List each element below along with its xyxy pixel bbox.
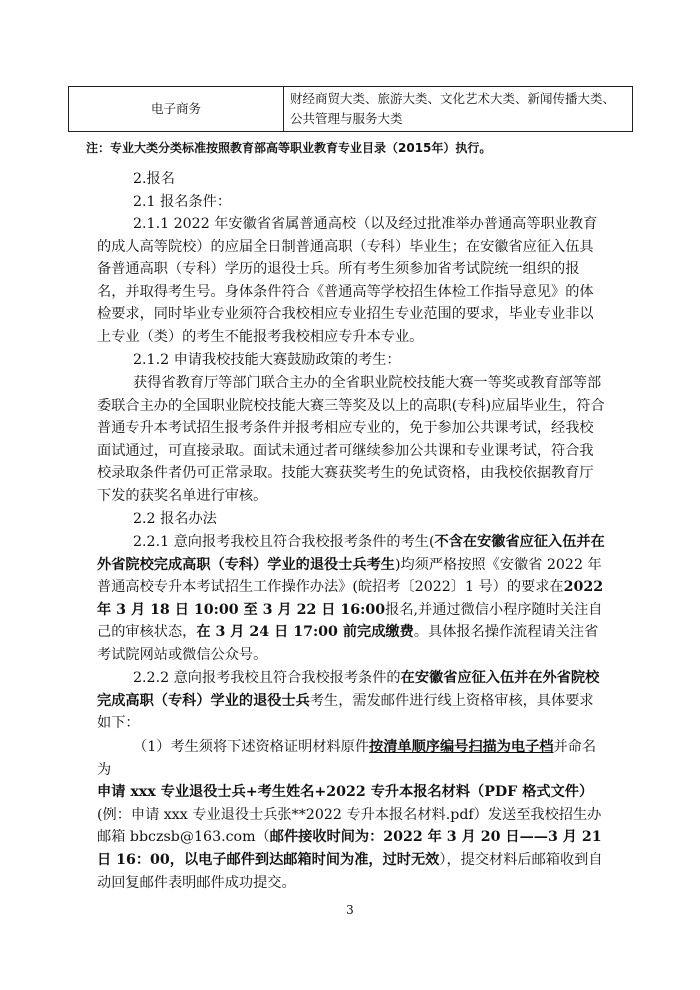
subsection-title: 2.2 报名办法 bbox=[133, 511, 217, 527]
emphasis-text: 不含在安徽省应征入伍并在外省院校完成高职（专科）学业的退役士兵考生 bbox=[97, 534, 605, 573]
major-category-table bbox=[68, 86, 633, 132]
emphasis-text: 在安徽省应征入伍并在外省院校完成高职（专科）学业的退役士兵 bbox=[97, 670, 600, 709]
page-number: 3 bbox=[346, 903, 354, 917]
underlined-text: 按清单顺序编号扫描为电子档 bbox=[369, 739, 554, 755]
paragraph-2-1-2: 获得省教育厅等部门联合主办的全省职业院校技能大赛一等奖或教育部等部委联合主办的全国职业院校技能大赛三等奖及以上的高职(专科)应届毕业生，符合普通专升本考试招生报考条件并报考相应专业的，免于参加公共课考试，经我校面试通过，可直接录取。面试未通过者可继续参加公共课和专业课考试，符合我校录取条件者仍可正常录取。技能大赛获奖考生的免试资格，由我校依据教育厅下发的获奖名单进行审核。 bbox=[97, 375, 605, 504]
subsection-title: 2.1.2 申请我校技能大赛鼓励政策的考生： bbox=[133, 352, 401, 368]
table-row bbox=[69, 87, 633, 132]
list-item-1: （1）考生须将下述资格证明材料原件按清单顺序编号扫描为电子档并命名为申请 xxx 专业退役士兵+考生姓名+2022 专升本报名材料（PDF 格式文件）(例：申请 xxx 专业退役士兵张**2022 专升本报名材料.pdf）发送至我校招生办邮箱 bbczsb@163.com（邮件接收时间为：2022 年 3 月 20 日——3 月 21 日 16：00，以电子邮件到达邮箱时间为准，过时无效），提交材料后邮箱收到自动回复邮件表明邮件成功提交。 bbox=[97, 739, 603, 891]
emphasis-text: 申请 xxx 专业退役士兵+考生姓名+2022 专升本报名材料（PDF 格式文件） bbox=[97, 784, 594, 801]
table-note: 注：专业大类分类标准按照教育部高等职业教育专业目录（2015年）执行。 bbox=[86, 141, 492, 155]
section-title: 2.报名 bbox=[133, 171, 175, 187]
category-cell: 财经商贸大类、旅游大类、文化艺术大类、新闻传播大类、公共管理与服务大类 bbox=[284, 87, 633, 132]
emphasis-text: 在 3 月 24 日 17:00 前完成缴费 bbox=[196, 624, 414, 641]
paragraph-2-2-1: 2.2.1 意向报考我校且符合我校报考条件的考生(不含在安徽省应征入伍并在外省院校完成高职（专科）学业的退役士兵考生)均须严格按照《安徽省 2022 年普通高校专升本考试招生工作操作办法》(皖招考〔2022〕1 号）的要求在2022 年 3 月 18 日 10:00 至 3 月 22 日 16:00报名,并通过微信小程序随时关注自己的审核状态，在 3 月 24 日 17:00 前完成缴费。具体报名操作流程请关注省考试院网站或微信公众号。 bbox=[97, 534, 605, 663]
paragraph-2-1-1: 2.1.1 2022 年安徽省省属普通高校（以及经过批准举办普通高等职业教育的成人高等院校）的应届全日制普通高职（专科）毕业生；在安徽省应征入伍具备普通高职（专科）学历的退役士兵。所有考生须参加省考试院统一组织的报名，并取得考生号。身体条件符合《普通高等学校招生体检工作指导意见》的体检要求，同时毕业专业须符合我校相应专业招生专业范围的要求，毕业专业非以上专业（类）的考生不能报考我校相应专升本专业。 bbox=[97, 216, 598, 345]
subsection-title: 2.1 报名条件： bbox=[133, 194, 232, 210]
paragraph-2-2-2: 2.2.2 意向报考我校且符合我校报考条件的在安徽省应征入伍并在外省院校完成高职（专科）学业的退役士兵考生，需发邮件进行线上资格审核，具体要求如下： bbox=[97, 670, 600, 732]
major-cell: 电子商务 bbox=[69, 87, 284, 132]
emphasis-text: 邮件接收时间为：2022 年 3 月 20 日——3 月 21 日 16：00，以电子邮件到达邮箱时间为准，过时无效 bbox=[97, 829, 602, 868]
emphasis-text: 2022 年 3 月 18 日 10:00 至 3 月 22 日 16:00 bbox=[97, 579, 604, 618]
